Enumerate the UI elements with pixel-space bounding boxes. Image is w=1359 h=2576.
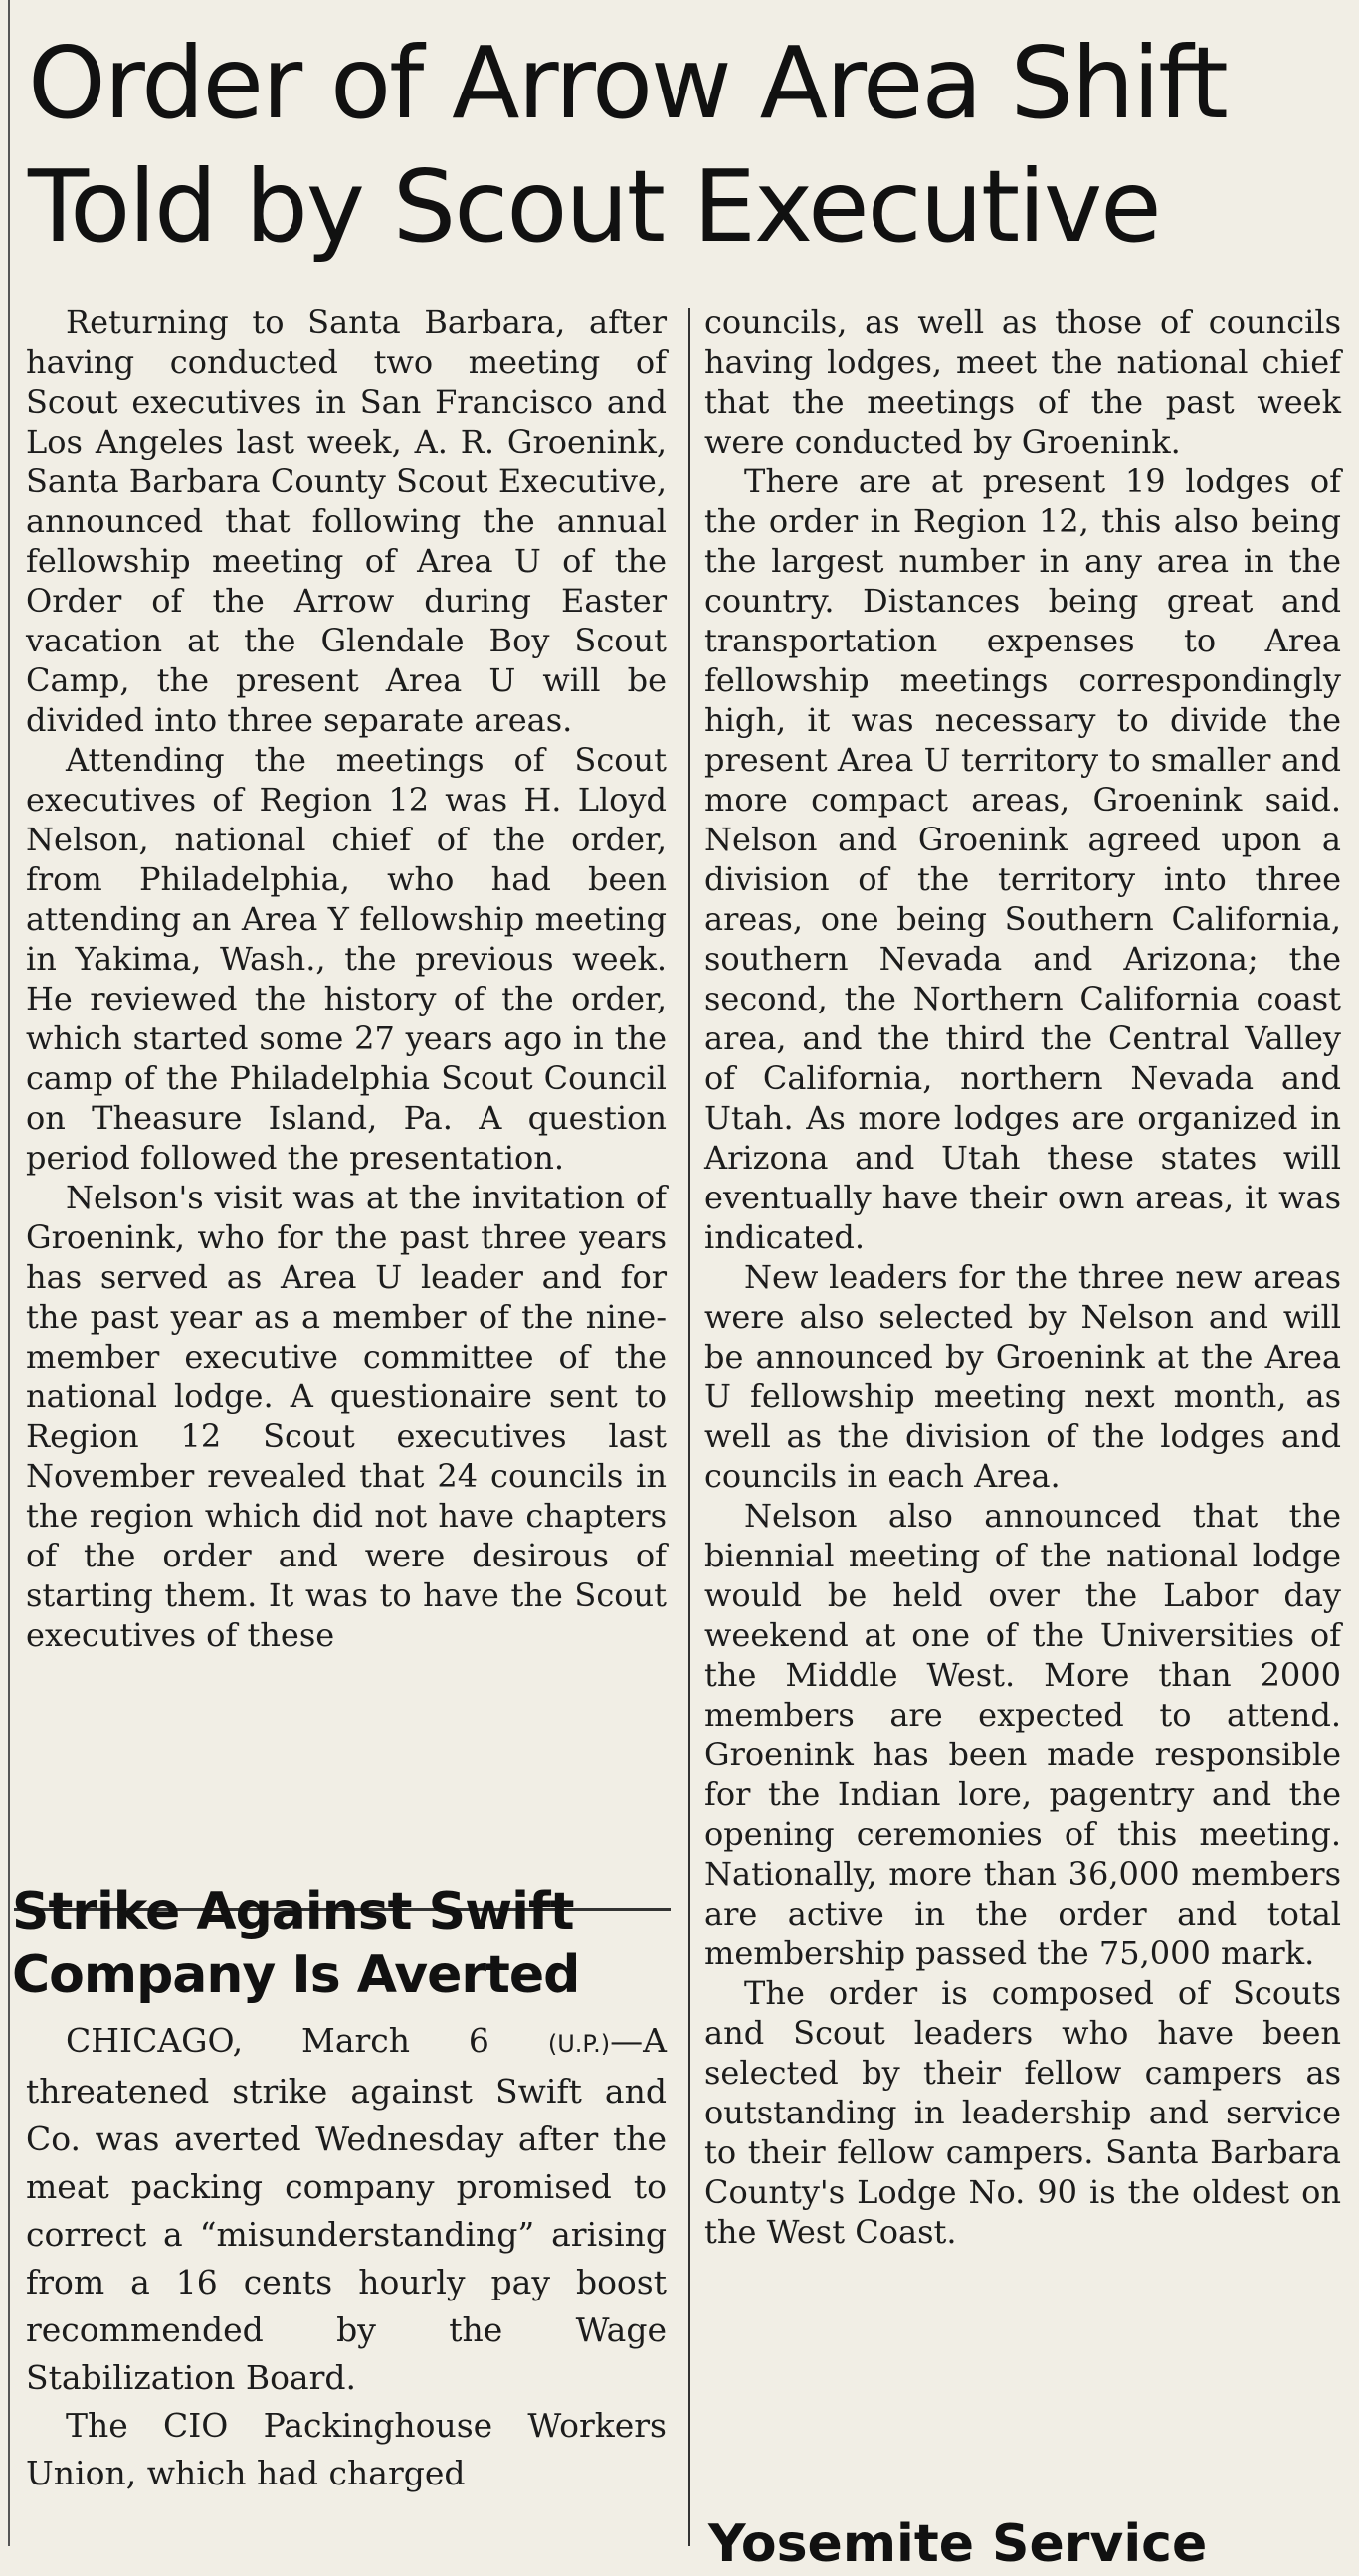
article-paragraph: Nelson also announced that the biennial meeting of the national lodge would be held over the Labor day weekend at one of the Universities of the Middle West. More than 2000 members are expected to attend. Groenink has been made responsible for the Indian lore, pagentry and the opening ceremonies of this meeting. Nationally, more than 36,000 members are active in the order and total membership passed the 75,000 mark. <box>704 1497 1341 1972</box>
second-article-body <box>26 2017 667 2497</box>
article-paragraph: Attending the meetings of Scout executives of Region 12 was H. Lloyd Nelson, national chief of the order, from Philadelphia, who had been attending an Area Y fellowship meeting in Yakima, Wash., the previous week. He reviewed the history of the order, which started some 27 years ago in the camp of the Philadelphia Scout Council on Theasure Island, Pa. A question period followed the presentation. <box>26 741 667 1177</box>
main-headline: Order of Arrow Area Shift Told by Scout Executive <box>28 25 1227 265</box>
second-headline-line1: Strike Against Swift <box>12 1882 574 1941</box>
lead-text: —A threatened strike against Swift and Co. was averted Wednesday after the meat packing company promised to correct a “misunderstanding” arising from a 16 cents hourly pay boost recommended by the Wage Stabilization Board. <box>26 2021 667 2397</box>
next-headline-fragment: Yosemite Service <box>708 2514 1208 2574</box>
column-divider <box>688 308 690 2546</box>
page-edge-rule <box>8 0 10 2546</box>
article-paragraph: councils, as well as those of councils having lodges, meet the national chief that the meetings of the past week were conducted by Groenink. <box>704 303 1341 460</box>
article-column-right <box>704 302 1341 2252</box>
article-paragraph: There are at present 19 lodges of the order in Region 12, this also being the largest number in any area in the country. Distances being great and transportation expenses to Area fellowship meetings correspondingly high, it was necessary to divide the present Area U territory to smaller and more compact areas, Groenink said. Nelson and Groenink agreed upon a division of the territory into three areas, one being Southern California, southern Nevada and Arizona; the second, the Northern California coast area, and the third the Central Valley of California, northern Nevada and Utah. As more lodges are organized in Arizona and Utah these states will eventually have their own areas, it was indicated. <box>704 462 1341 1256</box>
second-article-lead <box>26 2017 667 2402</box>
second-headline-line2: Company Is Averted <box>12 1945 580 2005</box>
article-paragraph: Nelson's visit was at the invitation of Groenink, who for the past three years has served as Area U leader and for the past year as a member of the nine-member executive committee of the national lodge. A questionaire sent to Region 12 Scout executives last November revealed that 24 councils in the region which did not have chapters of the order and were desirous of starting them. It was to have the Scout executives of these <box>26 1179 667 1654</box>
article-paragraph: Returning to Santa Barbara, after having conducted two meeting of Scout executives in San Francisco and Los Angeles last week, A. R. Groenink, Santa Barbara County Scout Executive, announced that following the annual fellowship meeting of Area U of the Order of the Arrow during Easter vacation at the Glendale Boy Scout Camp, the present Area U will be divided into three separate areas. <box>26 303 667 739</box>
article-paragraph: The order is composed of Scouts and Scout leaders who have been selected by their fellow campers as outstanding in leadership and service to their fellow campers. Santa Barbara County's Lodge No. 90 is the oldest on the West Coast. <box>704 1974 1341 2251</box>
second-article-paragraph: The CIO Packinghouse Workers Union, which had charged <box>26 2406 667 2492</box>
article-paragraph: New leaders for the three new areas were also selected by Nelson and will be announced by Groenink at the Area U fellowship meeting next month, as well as the division of the lodges and councils in each Area. <box>704 1258 1341 1495</box>
wire-credit: (U.P.) <box>547 2030 611 2058</box>
article-column-left <box>26 302 667 1655</box>
dateline: CHICAGO, March 6 <box>66 2021 489 2060</box>
